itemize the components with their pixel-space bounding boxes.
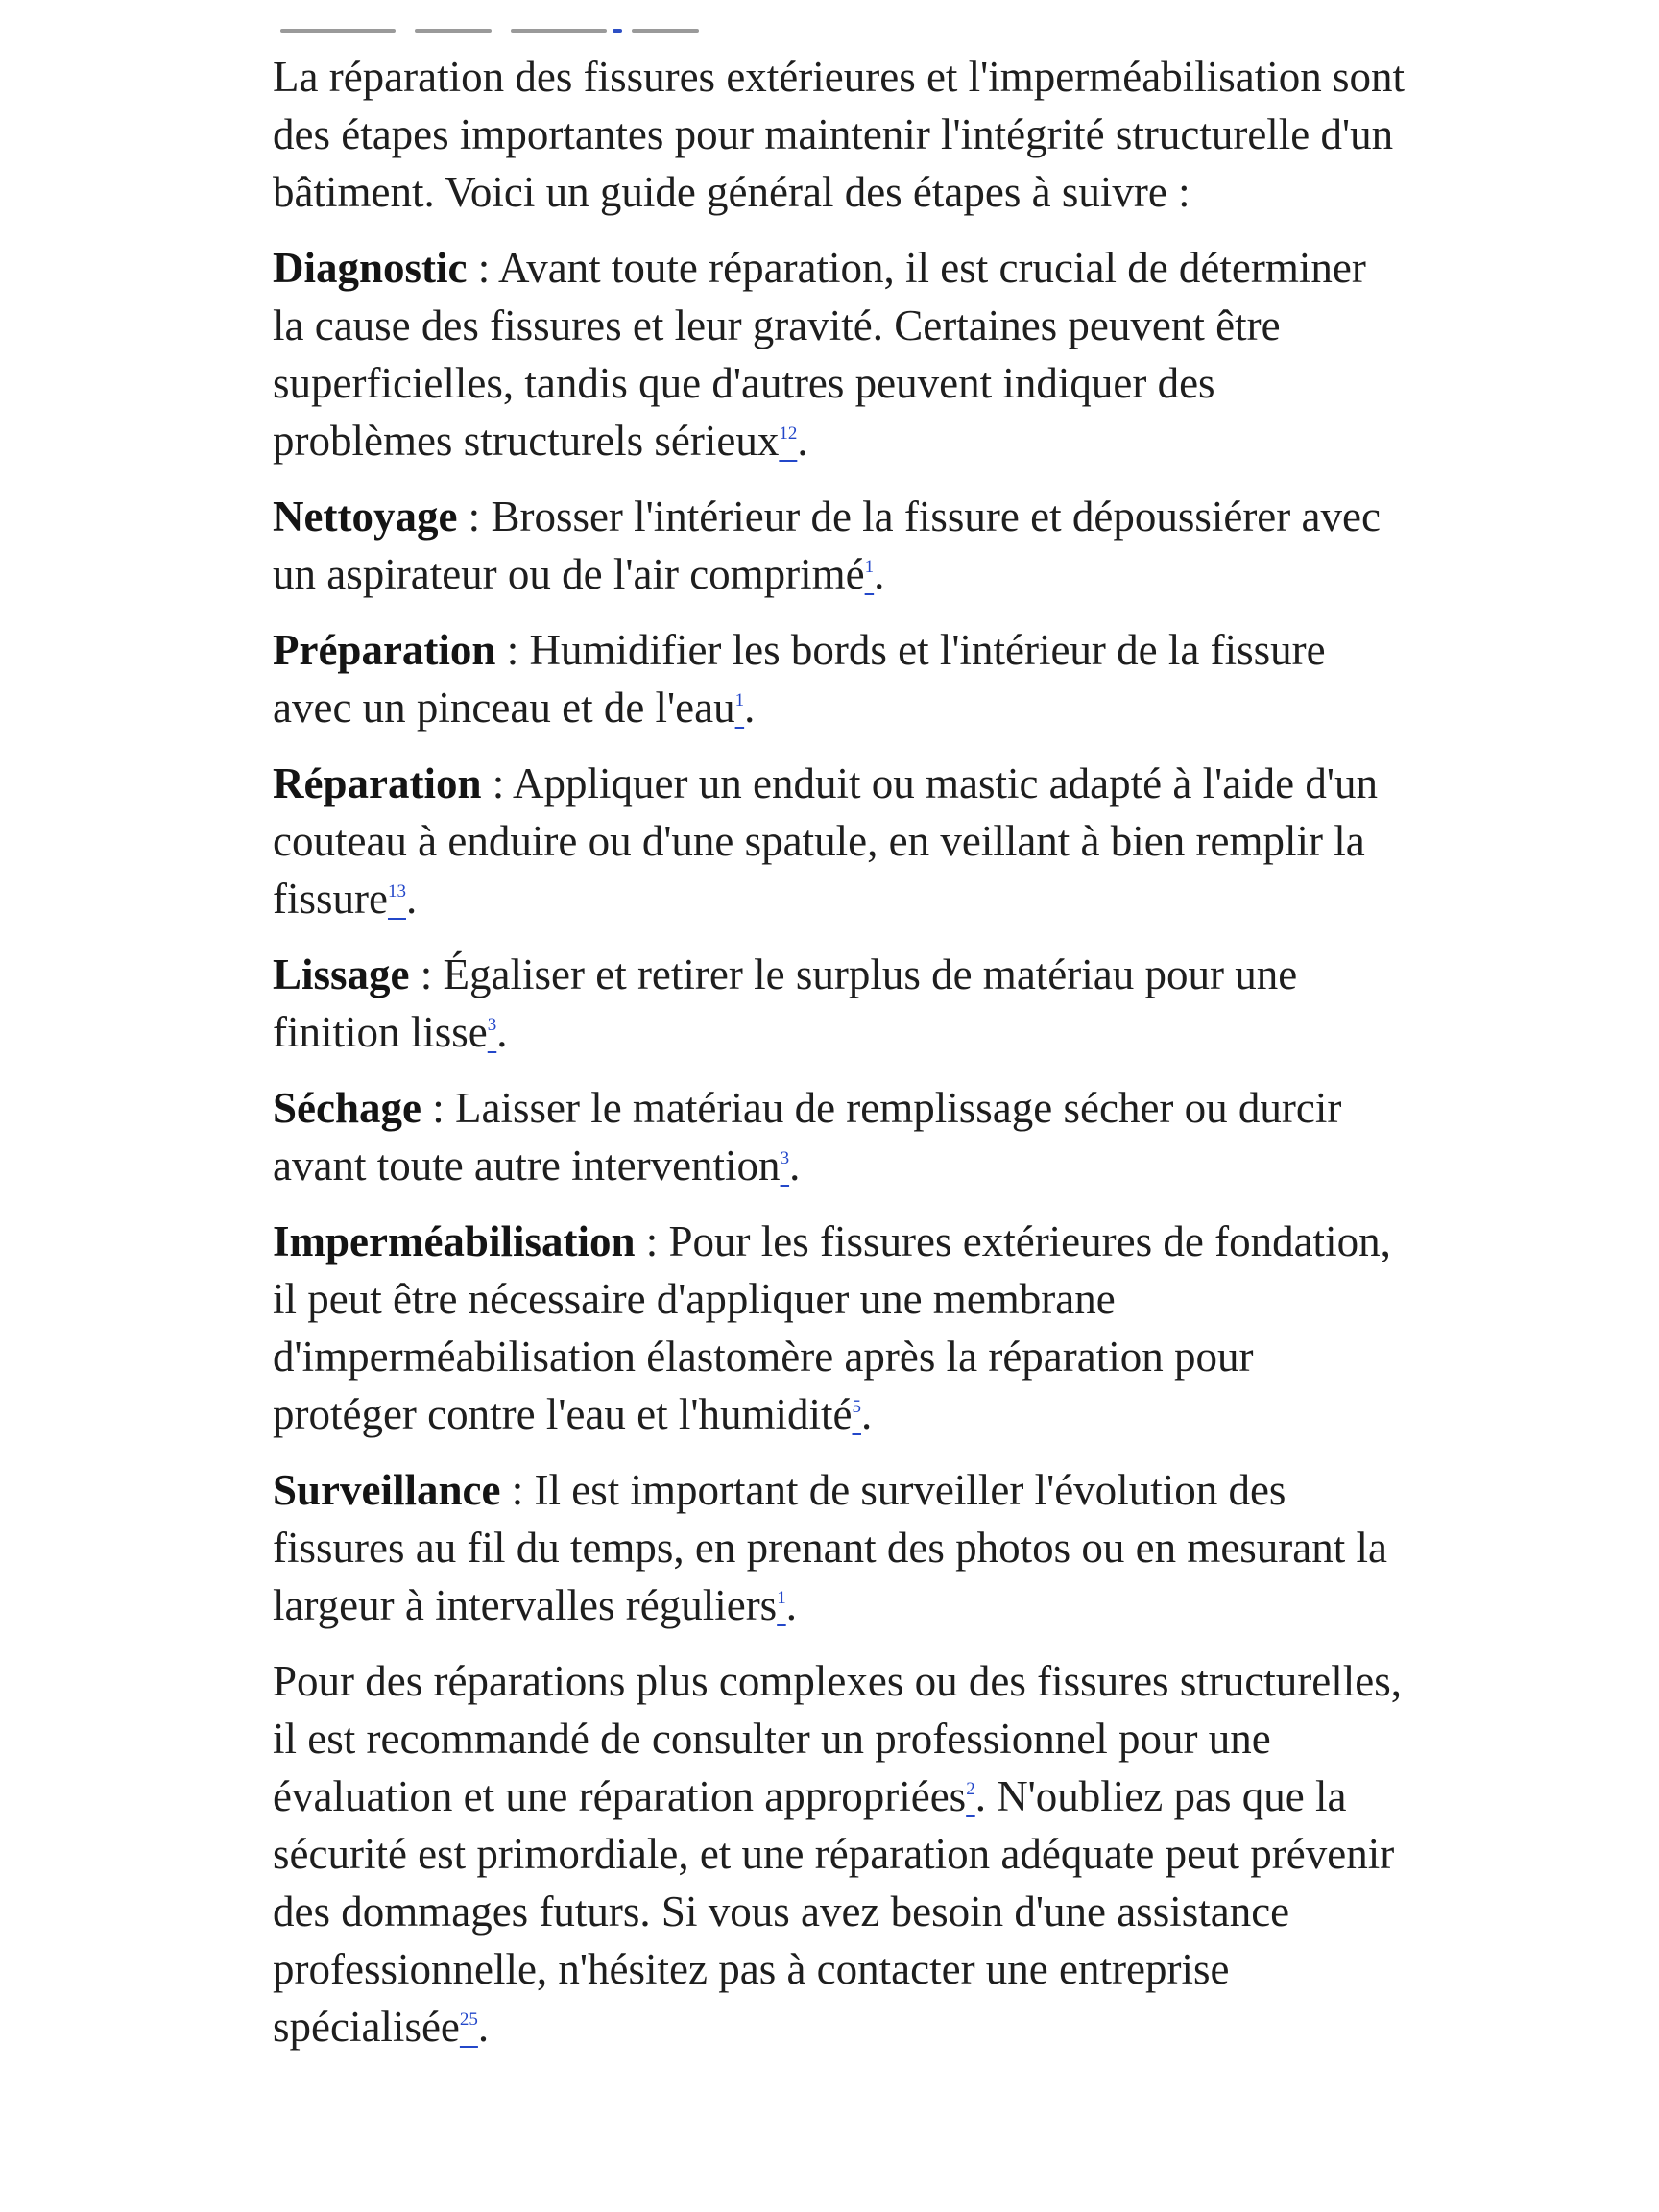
step-end: . xyxy=(496,1008,508,1056)
step-sechage xyxy=(273,1079,1406,1194)
step-lissage xyxy=(273,946,1406,1061)
step-diagnostic xyxy=(273,239,1406,469)
step-end: . xyxy=(860,1390,873,1438)
step-term: Diagnostic xyxy=(273,244,468,292)
cut-off-previous-line xyxy=(280,19,703,35)
step-surveillance xyxy=(273,1461,1406,1634)
step-text: Laisser le matériau de remplissage sécher ou durcir avant toute autre intervention xyxy=(273,1084,1342,1190)
citation-link[interactable]: 1 xyxy=(734,690,745,710)
answer-body xyxy=(273,48,1406,2074)
step-text: Pour les fissures extérieures de fondation, il peut être nécessaire d'appliquer une membrane d'imperméabilisation élastomère après la réparation pour protéger contre l'eau et l'humidité xyxy=(273,1217,1391,1438)
step-term: Séchage xyxy=(273,1084,421,1132)
step-end: . xyxy=(789,1142,801,1190)
step-separator: : xyxy=(500,1466,535,1514)
citation-link[interactable]: 12 xyxy=(779,423,798,444)
step-text: Appliquer un enduit ou mastic adapté à l'aide d'un couteau à enduire ou d'une spatule, en veillant à bien remplir la fissure xyxy=(273,759,1378,923)
step-separator: : xyxy=(457,493,492,541)
citation-link[interactable]: 5 xyxy=(852,1397,861,1417)
citation-link[interactable]: 3 xyxy=(780,1148,790,1168)
step-impermeabilisation xyxy=(273,1213,1406,1443)
step-term: Imperméabilisation xyxy=(273,1217,636,1265)
step-separator: : xyxy=(495,626,530,674)
citation-link[interactable]: 2 xyxy=(966,1779,975,1799)
step-term: Réparation xyxy=(273,759,482,807)
citation-link[interactable]: 1 xyxy=(777,1588,786,1608)
step-separator: : xyxy=(481,759,514,807)
step-end: . xyxy=(744,684,756,732)
step-term: Lissage xyxy=(273,950,410,998)
conclusion-text: Pour des réparations plus complexes ou des fissures structurelles, il est recommandé de consulter un professionnel pour une évaluation et une réparation appropriées xyxy=(273,1657,1402,1820)
conclusion-paragraph xyxy=(273,1652,1406,2056)
step-text: Il est important de surveiller l'évolution des fissures au fil du temps, en prenant des photos ou en mesurant la largeur à intervalles réguliers xyxy=(273,1466,1387,1629)
citation-fragment xyxy=(613,29,622,33)
step-end: . xyxy=(874,550,885,598)
step-text: Brosser l'intérieur de la fissure et dépoussiérer avec un aspirateur ou de l'air comprimé xyxy=(273,493,1381,598)
text-fragment xyxy=(280,29,396,33)
step-end: . xyxy=(785,1581,797,1629)
step-separator: : xyxy=(635,1217,669,1265)
step-preparation xyxy=(273,621,1406,736)
conclusion-end: . xyxy=(477,2003,490,2051)
step-reparation xyxy=(273,755,1406,927)
step-term: Nettoyage xyxy=(273,493,458,541)
step-text: Égaliser et retirer le surplus de matériau pour une finition lisse xyxy=(273,950,1298,1056)
step-end: . xyxy=(405,875,418,923)
citation-link[interactable]: 13 xyxy=(387,881,406,902)
text-fragment xyxy=(511,29,607,33)
step-end: . xyxy=(797,417,808,465)
step-separator: : xyxy=(421,1084,455,1132)
step-text: Humidifier les bords et l'intérieur de la fissure avec un pinceau et de l'eau xyxy=(273,626,1326,732)
text-fragment xyxy=(415,29,492,33)
step-separator: : xyxy=(409,950,444,998)
citation-link[interactable]: 1 xyxy=(864,557,875,577)
step-term: Surveillance xyxy=(273,1466,501,1514)
step-nettoyage xyxy=(273,488,1406,603)
citation-link[interactable]: 25 xyxy=(459,2009,478,2030)
text-fragment xyxy=(632,29,699,33)
step-term: Préparation xyxy=(273,626,496,674)
intro-paragraph: La réparation des fissures extérieures et l'imperméabilisation sont des étapes importantes pour maintenir l'intégrité structurelle d'un bâtiment. Voici un guide général des étapes à suivre : xyxy=(273,53,1405,216)
step-separator: : xyxy=(467,244,499,292)
citation-link[interactable]: 3 xyxy=(487,1015,497,1035)
conclusion-text: . N'oubliez pas que la sécurité est primordiale, et une réparation adéquate peut prévenir des dommages futurs. Si vous avez besoin d'une assistance professionnelle, n'hésitez pas à contacter une entreprise spécialisée xyxy=(273,1772,1395,2051)
step-text: Avant toute réparation, il est crucial de déterminer la cause des fissures et leur gravité. Certaines peuvent être superficielles, tandis que d'autres peuvent indiquer des problèmes structurels sérieux xyxy=(273,244,1366,465)
